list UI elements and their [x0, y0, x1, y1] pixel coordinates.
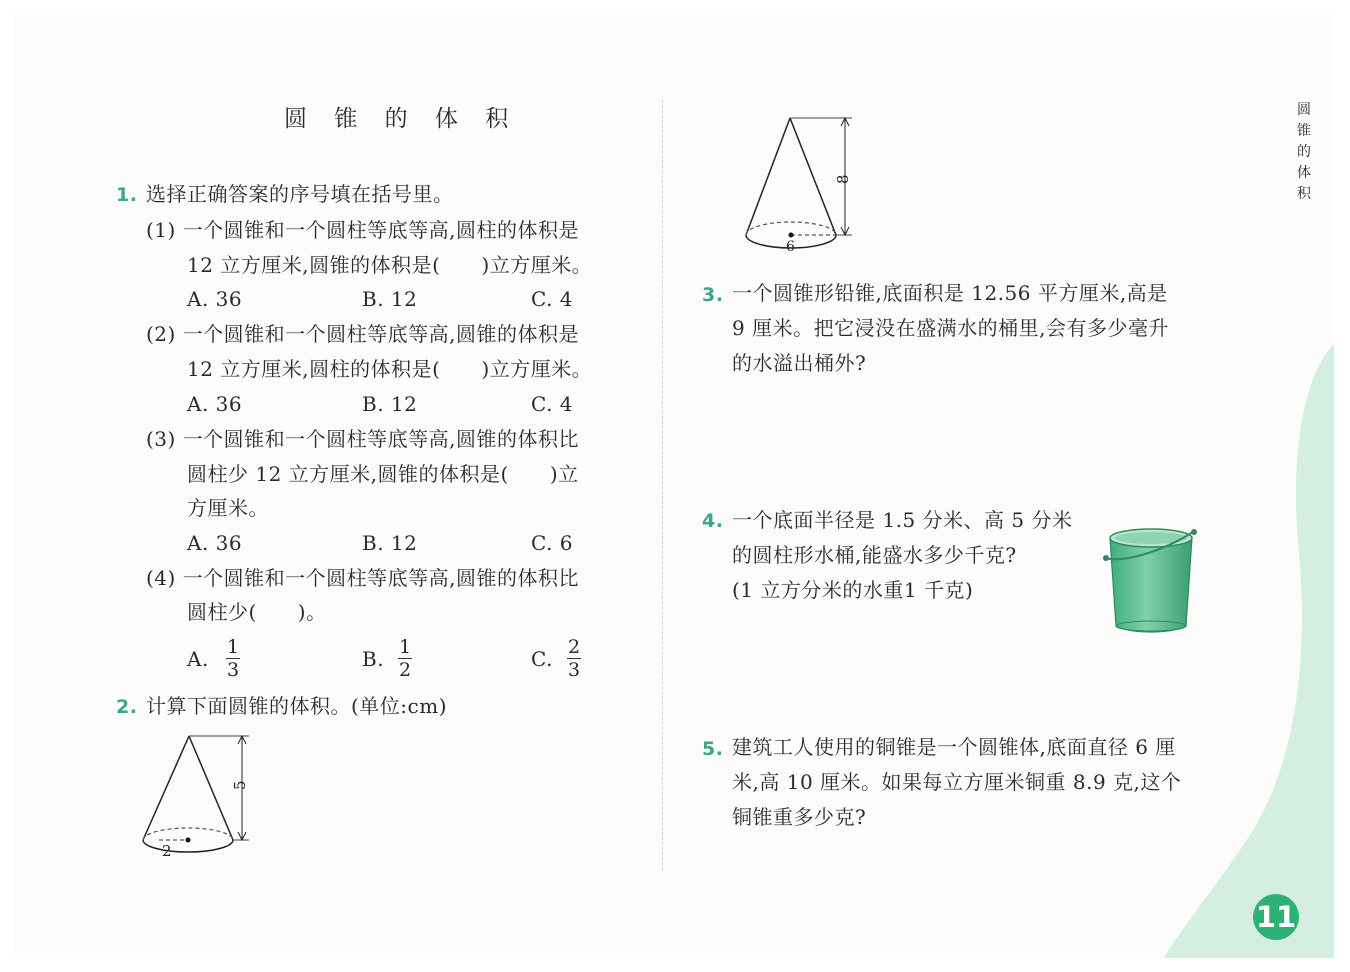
item-4-line-2: 圆柱少( )。: [187, 600, 327, 624]
item-3-line-1: (3) 一个圆锥和一个圆柱等底等高,圆锥的体积比: [146, 427, 580, 451]
bucket-icon: [1100, 518, 1200, 636]
item-3-line-3: 方厘米。: [187, 496, 269, 520]
item-1-option-c: C. 4: [531, 287, 574, 311]
item-4-option-c-letter: C.: [531, 647, 553, 671]
item-3-option-a: A. 36: [187, 531, 243, 555]
question-5-line-3: 铜锥重多少克?: [732, 805, 867, 829]
item-2-option-a: A. 36: [187, 392, 243, 416]
question-4-line-3: (1 立方分米的水重1 千克): [732, 578, 974, 602]
item-1-line-1: (1) 一个圆锥和一个圆柱等底等高,圆柱的体积是: [146, 218, 580, 242]
item-2-option-c: C. 4: [531, 392, 574, 416]
question-3-line-1: 一个圆锥形铅锥,底面积是 12.56 平方厘米,高是: [732, 281, 1168, 305]
cone-1-radius-label: 2: [162, 842, 172, 860]
question-number: 4.: [702, 510, 724, 532]
item-1-option-b: B. 12: [362, 287, 418, 311]
question-3-line-2: 9 厘米。把它浸没在盛满水的桶里,会有多少毫升: [732, 316, 1169, 340]
question-number: 3.: [702, 284, 724, 306]
cone-1-height-label: 5: [231, 780, 249, 790]
question-number: 1.: [116, 184, 138, 206]
cone-figure-2: [740, 110, 870, 260]
cone-figure-1: [135, 728, 265, 868]
question-4-line-1: 一个底面半径是 1.5 分米、高 5 分米: [732, 508, 1073, 532]
item-2-line-2: 12 立方厘米,圆柱的体积是( )立方厘米。: [187, 357, 593, 381]
question-number: 2.: [116, 696, 138, 718]
item-3-option-c: C. 6: [531, 531, 574, 555]
item-3-line-2: 圆柱少 12 立方厘米,圆锥的体积是( )立: [187, 462, 579, 486]
question-5-line-1: 建筑工人使用的铜锥是一个圆锥体,底面直径 6 厘: [732, 735, 1176, 759]
page-divider: [662, 100, 663, 870]
question-prompt: 选择正确答案的序号填在括号里。: [146, 182, 454, 206]
page-number-badge: 11: [1253, 894, 1299, 940]
question-4-line-2: 的圆柱形水桶,能盛水多少千克?: [732, 543, 1017, 567]
question-text: 计算下面圆锥的体积。(单位:cm): [146, 694, 448, 718]
fraction-one-third: 1 3: [226, 636, 240, 681]
question-5-line-2: 米,高 10 厘米。如果每立方厘米铜重 8.9 克,这个: [732, 770, 1182, 794]
item-2-option-b: B. 12: [362, 392, 418, 416]
page-title: 圆 锥 的 体 积: [284, 106, 519, 132]
cone-2-height-label: 8: [834, 174, 852, 184]
item-1-option-a: A. 36: [187, 287, 243, 311]
item-4-option-a-letter: A.: [187, 647, 209, 671]
item-2-line-1: (2) 一个圆锥和一个圆柱等底等高,圆锥的体积是: [146, 322, 580, 346]
cone-2-diameter-label: 6: [786, 239, 795, 255]
item-3-option-b: B. 12: [362, 531, 418, 555]
item-1-line-2: 12 立方厘米,圆锥的体积是( )立方厘米。: [187, 253, 593, 277]
fraction-one-half: 1 2: [398, 636, 412, 681]
item-4-line-1: (4) 一个圆锥和一个圆柱等底等高,圆锥的体积比: [146, 566, 580, 590]
question-number: 5.: [702, 738, 724, 760]
side-label: 圆 锥 的 体 积: [1297, 102, 1311, 202]
question-3-line-3: 的水溢出桶外?: [732, 351, 867, 375]
fraction-two-thirds: 2 3: [567, 636, 581, 681]
item-4-option-b-letter: B.: [362, 647, 385, 671]
